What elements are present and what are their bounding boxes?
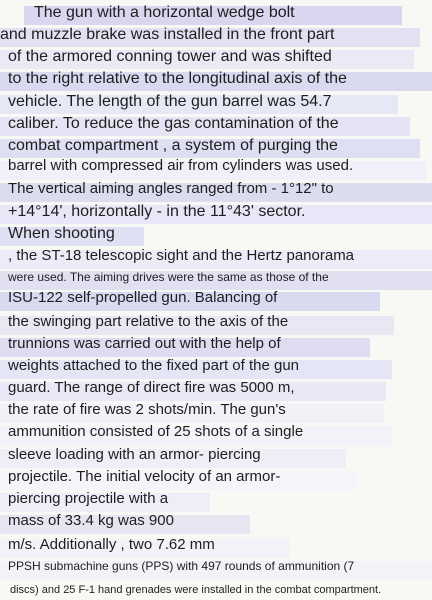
document-line-27: discs) and 25 F-1 hand grenades were installed in the combat compartment. xyxy=(10,584,382,596)
document-line-6: caliber. To reduce the gas contamination of the xyxy=(8,115,339,132)
document-line-23: piercing projectile with a xyxy=(8,490,169,507)
document-line-9: The vertical aiming angles ranged from - 1°12" to xyxy=(8,180,334,197)
document-line-10: +14°14', horizontally - in the 11°43' sector. xyxy=(8,203,306,220)
document-line-17: weights attached to the fixed part of the gun xyxy=(8,357,300,374)
document-line-2: and muzzle brake was installed in the front part xyxy=(0,26,335,43)
document-line-25: m/s. Additionally , two 7.62 mm xyxy=(8,536,215,553)
document-line-7: combat compartment , a system of purging the xyxy=(8,137,338,154)
document-line-5: vehicle. The length of the gun barrel was 54.7 xyxy=(8,93,332,110)
document-line-19: the rate of fire was 2 shots/min. The gun's xyxy=(8,401,286,418)
document-line-1: The gun with a horizontal wedge bolt xyxy=(34,4,295,21)
document-line-14: ISU-122 self-propelled gun. Balancing of xyxy=(8,289,278,306)
document-line-22: projectile. The initial velocity of an armor- xyxy=(8,468,281,485)
document-line-8: barrel with compressed air from cylinders was used. xyxy=(8,157,354,174)
document-line-26: PPSH submachine guns (PPS) with 497 rounds of ammunition (7 xyxy=(8,559,355,573)
document-line-3: of the armored conning tower and was shifted xyxy=(8,48,332,65)
document-line-18: guard. The range of direct fire was 5000 m, xyxy=(8,379,295,396)
document-line-15: the swinging part relative to the axis of the xyxy=(8,313,289,330)
document-line-16: trunnions was carried out with the help of xyxy=(8,335,281,352)
document-line-21: sleeve loading with an armor- piercing xyxy=(8,446,261,463)
document-line-12: , the ST-18 telescopic sight and the Hertz panorama xyxy=(8,247,355,264)
document-line-11: When shooting xyxy=(8,225,115,242)
document-line-20: ammunition consisted of 25 shots of a single xyxy=(8,423,304,440)
document-line-4: to the right relative to the longitudinal axis of the xyxy=(8,70,347,87)
document-line-13: were used. The aiming drives were the same as those of the xyxy=(8,270,329,284)
document-line-24: mass of 33.4 kg was 900 xyxy=(8,512,174,529)
